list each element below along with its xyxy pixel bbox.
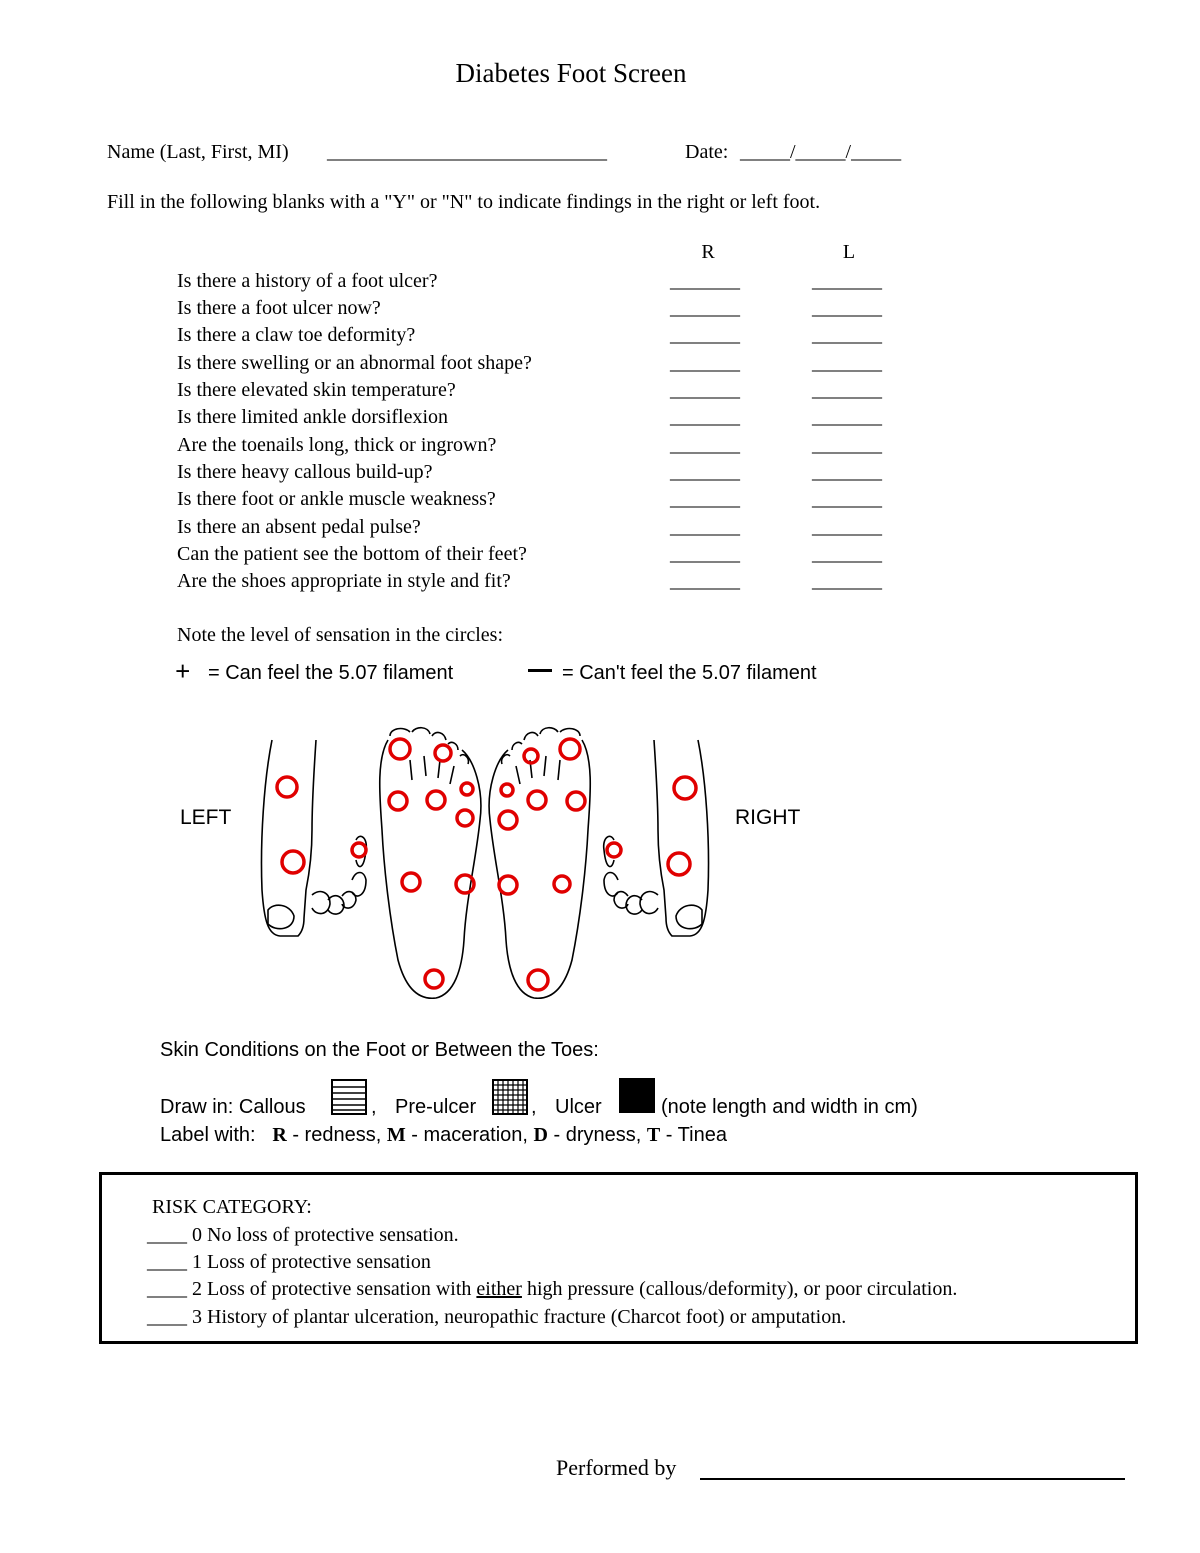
answer-right-8[interactable]: _______ xyxy=(670,461,740,483)
sensation-circle-1[interactable] xyxy=(277,777,297,797)
sensation-circle-18[interactable] xyxy=(499,811,517,829)
code-r-text: - redness, xyxy=(286,1124,387,1146)
answer-left-12[interactable]: _______ xyxy=(812,570,882,592)
answer-right-5[interactable]: _______ xyxy=(670,379,740,401)
risk-text-2-pre: Loss of protective sensation with xyxy=(207,1278,477,1300)
answer-right-12[interactable]: _______ xyxy=(670,570,740,592)
date-label: Date: xyxy=(685,141,729,163)
sensation-circle-19[interactable] xyxy=(499,876,517,894)
question-9: Is there foot or ankle muscle weakness? xyxy=(177,488,496,510)
sensation-circle-22[interactable] xyxy=(674,777,696,799)
risk-num-1: 1 xyxy=(192,1251,202,1273)
risk-blank-0[interactable]: ____ xyxy=(147,1224,187,1246)
code-m: M xyxy=(386,1124,406,1146)
sensation-note: Note the level of sensation in the circles: xyxy=(177,624,504,646)
sensation-circle-24[interactable] xyxy=(607,843,621,857)
answer-left-9[interactable]: _______ xyxy=(812,488,882,510)
risk-blank-3[interactable]: ____ xyxy=(147,1306,187,1328)
risk-item-0 xyxy=(147,1224,459,1247)
ulcer-note: (note length and width in cm) xyxy=(661,1096,918,1118)
risk-item-2 xyxy=(147,1278,957,1301)
sensation-circle-21[interactable] xyxy=(528,970,548,990)
question-12: Are the shoes appropriate in style and fit? xyxy=(177,570,511,592)
risk-num-3: 3 xyxy=(192,1306,202,1328)
draw-in-label: Draw in: Callous xyxy=(160,1096,306,1118)
foot-outlines xyxy=(261,728,708,999)
risk-text-0: No loss of protective sensation. xyxy=(207,1224,459,1246)
question-1: Is there a history of a foot ulcer? xyxy=(177,270,438,292)
separator-comma: , xyxy=(531,1096,537,1118)
sensation-circle-2[interactable] xyxy=(282,851,304,873)
sensation-circles xyxy=(277,739,696,990)
sensation-circle-20[interactable] xyxy=(554,876,570,892)
pre-ulcer-icon xyxy=(492,1079,528,1115)
sensation-circle-7[interactable] xyxy=(427,791,445,809)
sensation-circle-8[interactable] xyxy=(461,783,473,795)
skin-conditions-heading: Skin Conditions on the Foot or Between the Toes: xyxy=(160,1039,599,1061)
code-d: D xyxy=(533,1124,548,1146)
answer-right-6[interactable]: _______ xyxy=(670,406,740,428)
code-m-text: - maceration, xyxy=(405,1124,534,1146)
risk-text-2-emphasis: either xyxy=(476,1278,522,1300)
right-foot-label: RIGHT xyxy=(735,806,801,829)
risk-text-1: Loss of protective sensation xyxy=(207,1251,431,1273)
sensation-circle-13[interactable] xyxy=(560,739,580,759)
separator-comma: , xyxy=(371,1096,377,1118)
answer-left-6[interactable]: _______ xyxy=(812,406,882,428)
pre-ulcer-label: Pre-ulcer xyxy=(395,1096,477,1118)
callous-icon xyxy=(331,1079,367,1115)
minus-legend-text: = Can't feel the 5.07 filament xyxy=(562,662,817,684)
sensation-circle-12[interactable] xyxy=(425,970,443,988)
answer-left-8[interactable]: _______ xyxy=(812,461,882,483)
name-field[interactable]: ____________________________ xyxy=(327,141,607,163)
plus-legend-text: = Can feel the 5.07 filament xyxy=(208,662,454,684)
question-10: Is there an absent pedal pulse? xyxy=(177,516,421,538)
question-3: Is there a claw toe deformity? xyxy=(177,324,416,346)
sensation-circle-5[interactable] xyxy=(435,745,451,761)
answer-right-3[interactable]: _______ xyxy=(670,324,740,346)
question-8: Is there heavy callous build-up? xyxy=(177,461,433,483)
answer-left-7[interactable]: _______ xyxy=(812,434,882,456)
date-field[interactable]: _____/_____/_____ xyxy=(740,141,902,163)
label-with-row xyxy=(160,1124,727,1147)
answer-left-3[interactable]: _______ xyxy=(812,324,882,346)
sensation-circle-14[interactable] xyxy=(524,749,538,763)
sensation-circle-16[interactable] xyxy=(528,791,546,809)
risk-blank-2[interactable]: ____ xyxy=(147,1278,187,1300)
risk-text-2-post: high pressure (callous/deformity), or poor circulation. xyxy=(521,1278,958,1300)
left-foot-label: LEFT xyxy=(180,806,232,829)
question-6: Is there limited ankle dorsiflexion xyxy=(177,406,449,428)
answer-right-4[interactable]: _______ xyxy=(670,352,740,374)
answer-right-1[interactable]: _______ xyxy=(670,270,740,292)
answer-right-9[interactable]: _______ xyxy=(670,488,740,510)
question-2: Is there a foot ulcer now? xyxy=(177,297,381,319)
sensation-circle-17[interactable] xyxy=(501,784,513,796)
feet-diagram xyxy=(240,720,730,1020)
sensation-circle-15[interactable] xyxy=(567,792,585,810)
code-d-text: - dryness, xyxy=(547,1124,647,1146)
sensation-circle-6[interactable] xyxy=(389,792,407,810)
sensation-circle-10[interactable] xyxy=(402,873,420,891)
column-header-left: L xyxy=(842,241,856,263)
label-with-text: Label with: xyxy=(160,1124,256,1146)
question-5: Is there elevated skin temperature? xyxy=(177,379,456,401)
risk-blank-1[interactable]: ____ xyxy=(147,1251,187,1273)
plus-icon: + xyxy=(175,656,191,686)
risk-item-3 xyxy=(147,1306,846,1329)
sensation-circle-3[interactable] xyxy=(352,843,366,857)
code-t: T xyxy=(646,1124,661,1146)
column-header-right: R xyxy=(701,241,715,263)
answer-left-10[interactable]: _______ xyxy=(812,516,882,538)
performed-by-label: Performed by xyxy=(556,1455,677,1480)
name-label: Name (Last, First, MI) xyxy=(107,141,289,163)
minus-icon xyxy=(528,669,552,672)
risk-item-1 xyxy=(147,1251,431,1274)
answer-right-2[interactable]: _______ xyxy=(670,297,740,319)
sensation-circle-4[interactable] xyxy=(390,739,410,759)
answer-left-1[interactable]: _______ xyxy=(812,270,882,292)
risk-category-title: RISK CATEGORY: xyxy=(152,1196,312,1218)
ulcer-icon xyxy=(619,1078,655,1113)
risk-num-2: 2 xyxy=(192,1278,202,1300)
answer-left-5[interactable]: _______ xyxy=(812,379,882,401)
answer-left-4[interactable]: _______ xyxy=(812,352,882,374)
performed-by-field[interactable] xyxy=(700,1478,1125,1480)
code-r: R xyxy=(272,1124,287,1146)
risk-num-0: 0 xyxy=(192,1224,202,1246)
question-4: Is there swelling or an abnormal foot shape? xyxy=(177,352,532,374)
risk-text-3: History of plantar ulceration, neuropathic fracture (Charcot foot) or amputation. xyxy=(207,1306,847,1328)
instruction-text: Fill in the following blanks with a "Y" or "N" to indicate findings in the right or left foot. xyxy=(107,191,821,213)
sensation-circle-9[interactable] xyxy=(457,810,473,826)
code-t-text: - Tinea xyxy=(660,1124,727,1146)
question-7: Are the toenails long, thick or ingrown? xyxy=(177,434,497,456)
sensation-circle-23[interactable] xyxy=(668,853,690,875)
answer-left-11[interactable]: _______ xyxy=(812,543,882,565)
ulcer-label: Ulcer xyxy=(555,1096,602,1118)
question-11: Can the patient see the bottom of their feet? xyxy=(177,543,527,565)
page-title: Diabetes Foot Screen xyxy=(455,58,687,88)
answer-right-11[interactable]: _______ xyxy=(670,543,740,565)
answer-left-2[interactable]: _______ xyxy=(812,297,882,319)
answer-right-10[interactable]: _______ xyxy=(670,516,740,538)
answer-right-7[interactable]: _______ xyxy=(670,434,740,456)
